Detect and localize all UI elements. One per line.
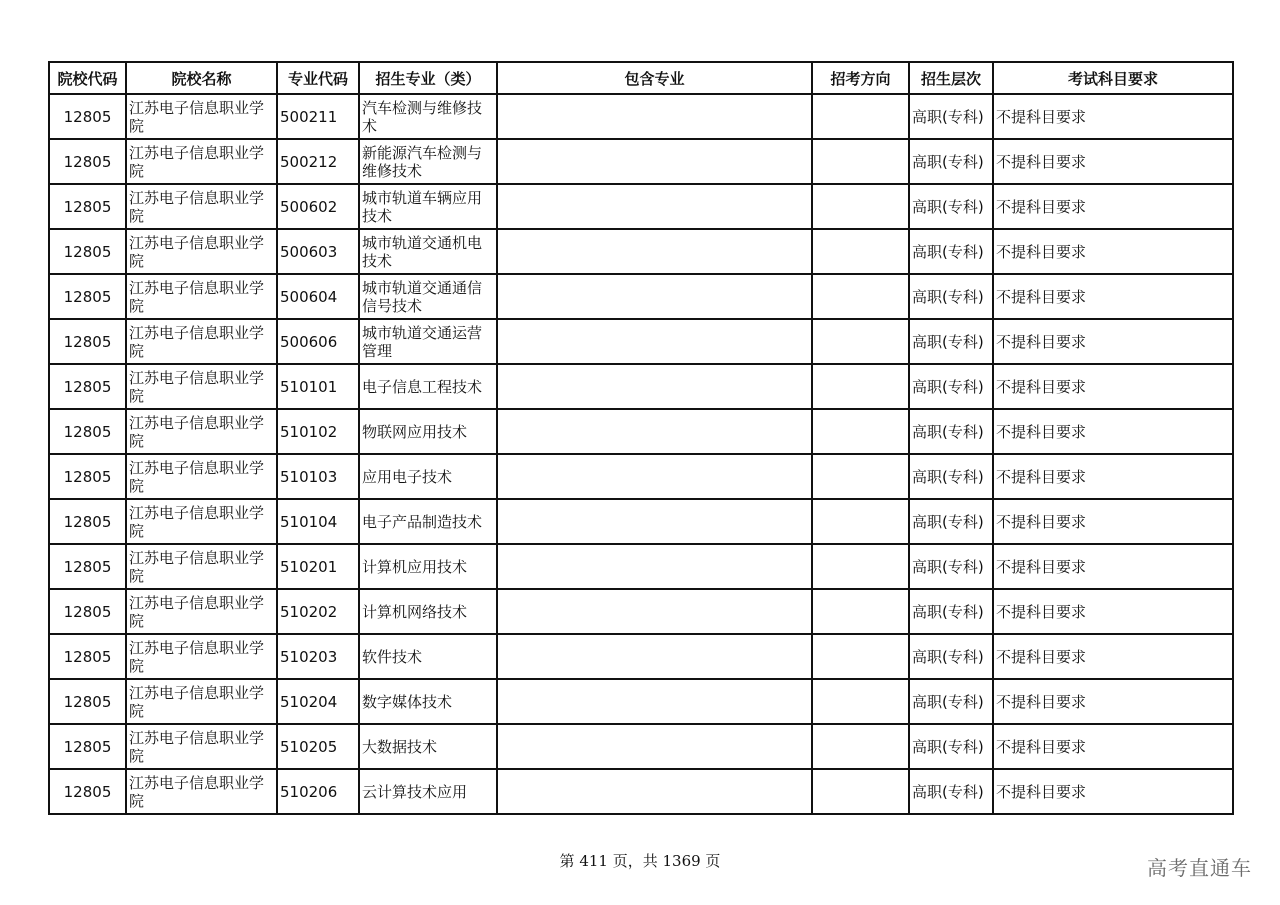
cell-requirement: 不提科目要求 — [993, 499, 1233, 544]
cell-school-code: 12805 — [49, 409, 126, 454]
cell-school-code: 12805 — [49, 679, 126, 724]
cell-major: 城市轨道交通机电技术 — [359, 229, 497, 274]
cell-included-majors — [497, 454, 812, 499]
cell-direction — [812, 409, 909, 454]
cell-school-code: 12805 — [49, 724, 126, 769]
cell-school-name: 江苏电子信息职业学院 — [126, 769, 277, 814]
cell-school-name: 江苏电子信息职业学院 — [126, 499, 277, 544]
cell-major-code: 510202 — [277, 589, 359, 634]
table-row — [49, 454, 1233, 499]
cell-major: 软件技术 — [359, 634, 497, 679]
table-row — [49, 229, 1233, 274]
cell-major: 城市轨道交通运营管理 — [359, 319, 497, 364]
table-row — [49, 319, 1233, 364]
cell-included-majors — [497, 184, 812, 229]
cell-included-majors — [497, 499, 812, 544]
table-row — [49, 634, 1233, 679]
table-row — [49, 274, 1233, 319]
table-row — [49, 184, 1233, 229]
cell-school-name: 江苏电子信息职业学院 — [126, 454, 277, 499]
cell-level: 高职(专科) — [909, 319, 993, 364]
cell-school-name: 江苏电子信息职业学院 — [126, 229, 277, 274]
cell-direction — [812, 589, 909, 634]
cell-school-name: 江苏电子信息职业学院 — [126, 544, 277, 589]
cell-school-name: 江苏电子信息职业学院 — [126, 634, 277, 679]
cell-level: 高职(专科) — [909, 454, 993, 499]
header-school-name: 院校名称 — [126, 62, 277, 94]
cell-school-code: 12805 — [49, 319, 126, 364]
cell-included-majors — [497, 139, 812, 184]
cell-level: 高职(专科) — [909, 409, 993, 454]
cell-school-name: 江苏电子信息职业学院 — [126, 679, 277, 724]
cell-included-majors — [497, 724, 812, 769]
cell-school-name: 江苏电子信息职业学院 — [126, 409, 277, 454]
cell-requirement: 不提科目要求 — [993, 274, 1233, 319]
cell-requirement: 不提科目要求 — [993, 319, 1233, 364]
cell-school-name: 江苏电子信息职业学院 — [126, 139, 277, 184]
cell-requirement: 不提科目要求 — [993, 454, 1233, 499]
cell-included-majors — [497, 679, 812, 724]
cell-school-code: 12805 — [49, 454, 126, 499]
cell-major: 大数据技术 — [359, 724, 497, 769]
header-row — [49, 62, 1233, 94]
cell-school-name: 江苏电子信息职业学院 — [126, 364, 277, 409]
cell-school-code: 12805 — [49, 499, 126, 544]
cell-school-name: 江苏电子信息职业学院 — [126, 589, 277, 634]
cell-school-code: 12805 — [49, 274, 126, 319]
cell-major-code: 500211 — [277, 94, 359, 139]
cell-level: 高职(专科) — [909, 724, 993, 769]
cell-major: 云计算技术应用 — [359, 769, 497, 814]
cell-major-code: 500604 — [277, 274, 359, 319]
cell-level: 高职(专科) — [909, 94, 993, 139]
cell-level: 高职(专科) — [909, 589, 993, 634]
header-included-majors: 包含专业 — [497, 62, 812, 94]
header-requirement: 考试科目要求 — [993, 62, 1233, 94]
cell-requirement: 不提科目要求 — [993, 679, 1233, 724]
cell-included-majors — [497, 229, 812, 274]
cell-direction — [812, 139, 909, 184]
table-row — [49, 409, 1233, 454]
cell-level: 高职(专科) — [909, 769, 993, 814]
cell-level: 高职(专科) — [909, 544, 993, 589]
cell-included-majors — [497, 409, 812, 454]
cell-major: 计算机网络技术 — [359, 589, 497, 634]
cell-major: 应用电子技术 — [359, 454, 497, 499]
cell-major-code: 500602 — [277, 184, 359, 229]
cell-major-code: 510201 — [277, 544, 359, 589]
cell-requirement: 不提科目要求 — [993, 184, 1233, 229]
cell-requirement: 不提科目要求 — [993, 409, 1233, 454]
table-row — [49, 139, 1233, 184]
cell-level: 高职(专科) — [909, 184, 993, 229]
cell-direction — [812, 184, 909, 229]
cell-major: 新能源汽车检测与维修技术 — [359, 139, 497, 184]
cell-major-code: 510205 — [277, 724, 359, 769]
cell-requirement: 不提科目要求 — [993, 634, 1233, 679]
table-row — [49, 499, 1233, 544]
cell-major-code: 500606 — [277, 319, 359, 364]
table-row — [49, 94, 1233, 139]
cell-major: 城市轨道车辆应用技术 — [359, 184, 497, 229]
cell-requirement: 不提科目要求 — [993, 724, 1233, 769]
cell-major: 汽车检测与维修技术 — [359, 94, 497, 139]
cell-school-code: 12805 — [49, 364, 126, 409]
cell-level: 高职(专科) — [909, 229, 993, 274]
page-number: 第 411 页，共 1369 页 — [559, 852, 721, 870]
cell-requirement: 不提科目要求 — [993, 139, 1233, 184]
cell-direction — [812, 769, 909, 814]
cell-school-name: 江苏电子信息职业学院 — [126, 94, 277, 139]
cell-major-code: 510101 — [277, 364, 359, 409]
cell-direction — [812, 319, 909, 364]
cell-school-code: 12805 — [49, 139, 126, 184]
cell-major: 计算机应用技术 — [359, 544, 497, 589]
cell-direction — [812, 634, 909, 679]
table-row — [49, 724, 1233, 769]
cell-major-code: 510104 — [277, 499, 359, 544]
header-level: 招生层次 — [909, 62, 993, 94]
cell-major: 电子产品制造技术 — [359, 499, 497, 544]
cell-major-code: 510206 — [277, 769, 359, 814]
cell-school-code: 12805 — [49, 229, 126, 274]
header-major-code: 专业代码 — [277, 62, 359, 94]
table-body — [49, 94, 1233, 814]
cell-direction — [812, 679, 909, 724]
cell-school-code: 12805 — [49, 544, 126, 589]
cell-included-majors — [497, 274, 812, 319]
cell-direction — [812, 544, 909, 589]
watermark-text: 高考直通车 — [1147, 856, 1252, 880]
cell-major: 城市轨道交通通信信号技术 — [359, 274, 497, 319]
table-row — [49, 544, 1233, 589]
cell-major-code: 500212 — [277, 139, 359, 184]
cell-major-code: 510204 — [277, 679, 359, 724]
cell-requirement: 不提科目要求 — [993, 364, 1233, 409]
cell-requirement: 不提科目要求 — [993, 589, 1233, 634]
cell-direction — [812, 454, 909, 499]
cell-level: 高职(专科) — [909, 634, 993, 679]
header-major: 招生专业（类） — [359, 62, 497, 94]
cell-school-name: 江苏电子信息职业学院 — [126, 319, 277, 364]
cell-level: 高职(专科) — [909, 679, 993, 724]
cell-major-code: 500603 — [277, 229, 359, 274]
header-direction: 招考方向 — [812, 62, 909, 94]
cell-included-majors — [497, 634, 812, 679]
cell-school-name: 江苏电子信息职业学院 — [126, 184, 277, 229]
cell-major-code: 510102 — [277, 409, 359, 454]
cell-direction — [812, 499, 909, 544]
cell-direction — [812, 364, 909, 409]
cell-school-code: 12805 — [49, 589, 126, 634]
cell-school-name: 江苏电子信息职业学院 — [126, 724, 277, 769]
cell-requirement: 不提科目要求 — [993, 229, 1233, 274]
cell-requirement: 不提科目要求 — [993, 94, 1233, 139]
cell-included-majors — [497, 544, 812, 589]
cell-included-majors — [497, 319, 812, 364]
admissions-table — [48, 61, 1234, 815]
cell-school-code: 12805 — [49, 184, 126, 229]
cell-level: 高职(专科) — [909, 499, 993, 544]
cell-direction — [812, 724, 909, 769]
cell-school-name: 江苏电子信息职业学院 — [126, 274, 277, 319]
cell-included-majors — [497, 769, 812, 814]
cell-direction — [812, 94, 909, 139]
cell-level: 高职(专科) — [909, 139, 993, 184]
table-row — [49, 679, 1233, 724]
cell-level: 高职(专科) — [909, 364, 993, 409]
cell-major: 物联网应用技术 — [359, 409, 497, 454]
cell-direction — [812, 274, 909, 319]
cell-major-code: 510103 — [277, 454, 359, 499]
cell-included-majors — [497, 94, 812, 139]
cell-school-code: 12805 — [49, 94, 126, 139]
cell-included-majors — [497, 364, 812, 409]
cell-level: 高职(专科) — [909, 274, 993, 319]
cell-major: 电子信息工程技术 — [359, 364, 497, 409]
table-row — [49, 769, 1233, 814]
cell-school-code: 12805 — [49, 769, 126, 814]
cell-included-majors — [497, 589, 812, 634]
cell-school-code: 12805 — [49, 634, 126, 679]
table-row — [49, 589, 1233, 634]
header-school-code: 院校代码 — [49, 62, 126, 94]
cell-major-code: 510203 — [277, 634, 359, 679]
cell-requirement: 不提科目要求 — [993, 769, 1233, 814]
table-row — [49, 364, 1233, 409]
cell-major: 数字媒体技术 — [359, 679, 497, 724]
cell-direction — [812, 229, 909, 274]
cell-requirement: 不提科目要求 — [993, 544, 1233, 589]
